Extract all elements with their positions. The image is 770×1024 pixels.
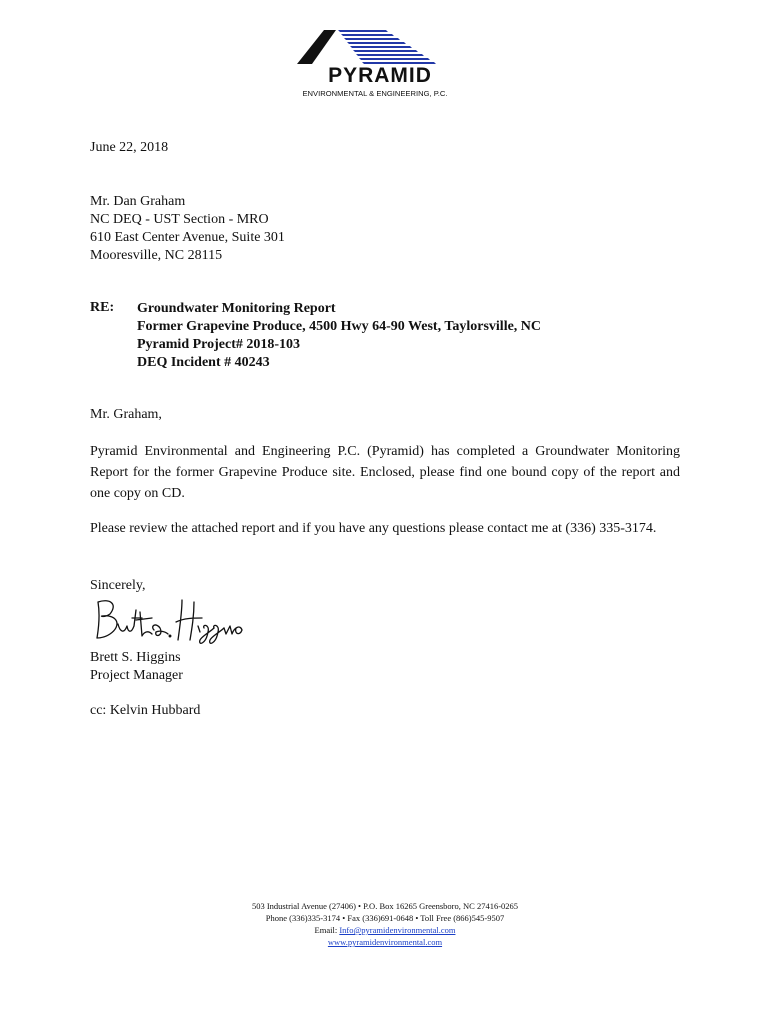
re-line: DEQ Incident # 40243	[137, 355, 270, 370]
letterhead-footer	[0, 900, 770, 948]
cc-line: cc: Kelvin Hubbard	[90, 703, 201, 718]
signer-title: Project Manager	[90, 668, 183, 683]
letter-date: June 22, 2018	[90, 140, 169, 155]
re-line: Former Grapevine Produce, 4500 Hwy 64-90 West, Taylorsville, NC	[137, 319, 542, 334]
re-line: Pyramid Project# 2018-103	[137, 337, 301, 352]
re-subject	[137, 300, 541, 372]
footer-email-line	[0, 924, 770, 936]
footer-phone: Phone (336)335-3174 • Fax (336)691-0648 • Toll Free (866)545-9507	[265, 913, 505, 923]
recipient-name: Mr. Dan Graham	[90, 194, 186, 209]
pyramid-logo-icon	[294, 28, 454, 66]
footer-website-line	[0, 936, 770, 948]
footer-address: 503 Industrial Avenue (27406) • P.O. Box 16265 Greensboro, NC 27416-0265	[251, 901, 519, 911]
footer-email-label: Email:	[314, 925, 340, 935]
logo-wordmark: PYRAMID	[328, 64, 432, 87]
re-label: RE:	[90, 300, 115, 315]
handwritten-signature	[90, 596, 250, 653]
company-logo	[282, 28, 468, 100]
recipient-city: Mooresville, NC 28115	[90, 248, 223, 263]
recipient-org: NC DEQ - UST Section - MRO	[90, 212, 269, 227]
salutation: Mr. Graham,	[90, 407, 162, 422]
footer-email-link[interactable]: Info@pyramidenvironmental.com	[339, 925, 456, 935]
recipient-street: 610 East Center Avenue, Suite 301	[90, 230, 285, 245]
body-paragraph: Please review the attached report and if you have any questions please contact me at (336) 335-3174.	[90, 521, 657, 536]
signature-icon	[90, 596, 250, 648]
logo-tagline: ENVIRONMENTAL & ENGINEERING, P.C.	[302, 89, 448, 98]
body-paragraph: Pyramid Environmental and Engineering P.C. (Pyramid) has completed a Groundwater Monitoring Report for the former Grapevine Produce site. Enclosed, please find one bound copy of the report and one copy on CD.	[90, 444, 680, 501]
re-line: Groundwater Monitoring Report	[137, 301, 336, 316]
signer-name: Brett S. Higgins	[90, 650, 181, 665]
closing: Sincerely,	[90, 578, 146, 593]
footer-website-link[interactable]: www.pyramidenvironmental.com	[327, 937, 443, 947]
